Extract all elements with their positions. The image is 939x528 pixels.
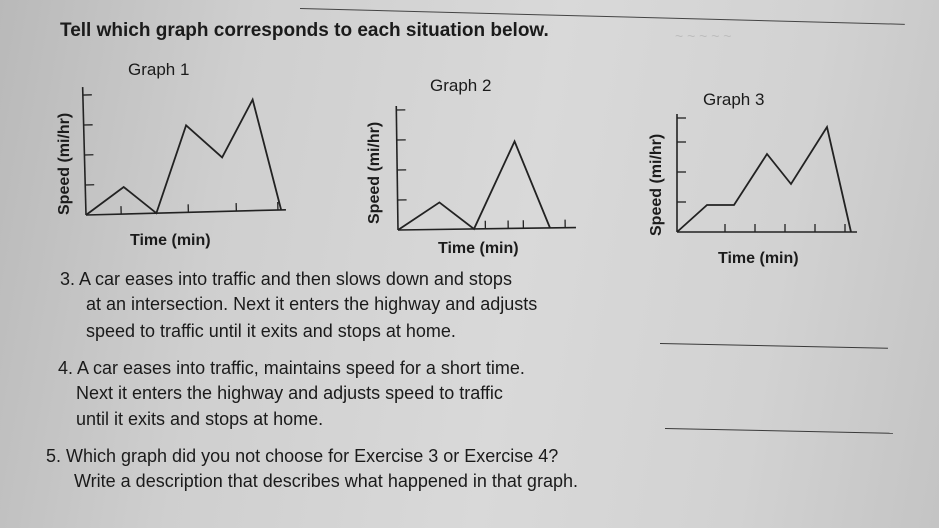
question-4-line-3: until it exits and stops at home. bbox=[76, 409, 324, 429]
graph-1-group bbox=[83, 82, 286, 215]
graph-2-ylabel: Speed (mi/hr) bbox=[366, 121, 383, 224]
graph-1-x-axis bbox=[86, 210, 286, 215]
graph-3-group bbox=[677, 114, 857, 232]
bleed-through-text: ~ ~ ~ ~ ~ bbox=[675, 28, 732, 44]
graph-3-xlabel: Time (min) bbox=[718, 250, 799, 267]
page-title: Tell which graph corresponds to each situation below. bbox=[60, 20, 549, 41]
graph-3-ylabel: Speed (mi/hr) bbox=[648, 133, 665, 236]
graph-2-xlabel: Time (min) bbox=[438, 240, 519, 257]
question-3-answer-line[interactable] bbox=[660, 343, 888, 349]
graph-1-ylabel: Speed (mi/hr) bbox=[56, 112, 73, 215]
graph-3-title: Graph 3 bbox=[703, 90, 765, 109]
graph-2-plot bbox=[392, 100, 582, 235]
graph-1-speed-line bbox=[83, 99, 281, 215]
graph-2-y-axis bbox=[396, 106, 398, 230]
question-3-line-3: speed to traffic until it exits and stops at home. bbox=[86, 321, 456, 341]
graph-1-y-axis bbox=[83, 87, 86, 215]
question-3-line-2: at an intersection. Next it enters the highway and adjusts bbox=[86, 294, 538, 314]
graph-2-title: Graph 2 bbox=[430, 76, 492, 95]
graph-3-speed-line bbox=[677, 127, 851, 232]
graph-2-speed-line bbox=[397, 141, 550, 230]
question-4-answer-line[interactable] bbox=[665, 428, 893, 434]
question-3-line-1: 3. A car eases into traffic and then slows down and stops bbox=[60, 269, 512, 289]
question-5-line-1: 5. Which graph did you not choose for Exercise 3 or Exercise 4? bbox=[46, 446, 559, 466]
question-4-line-1: 4. A car eases into traffic, maintains speed for a short time. bbox=[58, 358, 525, 378]
graph-1-xlabel: Time (min) bbox=[130, 232, 211, 249]
question-5-line-2: Write a description that describes what happened in that graph. bbox=[74, 471, 578, 491]
graph-3-plot bbox=[673, 112, 863, 242]
question-4-line-2: Next it enters the highway and adjusts speed to traffic bbox=[76, 383, 503, 403]
graph-1-plot bbox=[80, 85, 295, 225]
graph-2-group bbox=[396, 104, 576, 230]
graph-1-title: Graph 1 bbox=[128, 60, 190, 79]
